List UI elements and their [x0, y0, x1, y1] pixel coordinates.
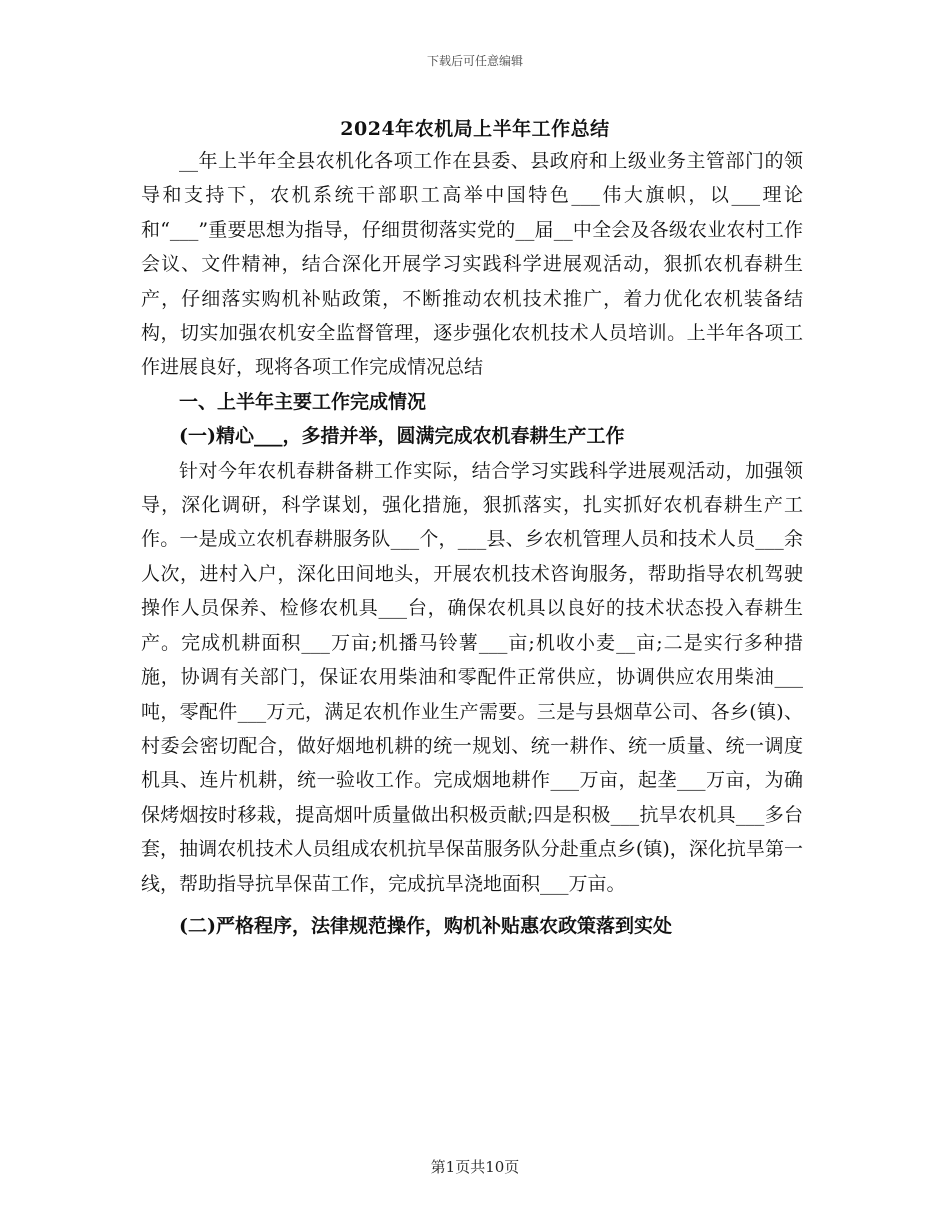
subsection-1-paragraph: 针对今年农机春耕备耕工作实际，结合学习实践科学进展观活动，加强领导，深化调研，科学谋划，强化措施，狠抓落实，扎实抓好农机春耕生产工作。一是成立农机春耕服务队___个，___县、乡农机管理人员和技术人员___余人次，进村入户，深化田间地头，开展农机技术咨询服务，帮助指导农机驾驶操作人员保养、检修农机具___台，确保农机具以良好的技术状态投入春耕生产。完成机耕面积___万亩;机播马铃薯___亩;机收小麦__亩;二是实行多种措施，协调有关部门，保证农用柴油和零配件正常供应，协调供应农用柴油___吨，零配件___万元，满足农机作业生产需要。三是与县烟草公司、各乡(镇)、村委会密切配合，做好烟地机耕的统一规划、统一耕作、统一质量、统一调度机具、连片机耕，统一验收工作。完成烟地耕作___万亩，起垄___万亩，为确保烤烟按时移栽，提高烟叶质量做出积极贡献;四是积极___抗旱农机具___多台套，抽调农机技术人员组成农机抗旱保苗服务队分赴重点乡(镇)，深化抗旱第一线，帮助指导抗旱保苗工作，完成抗旱浇地面积___万亩。	[141, 459, 803, 895]
document-body	[141, 144, 803, 943]
subsection-heading-1: (一)精心___，多措并举，圆满完成农机春耕生产工作	[179, 425, 625, 448]
section-heading-1: 一、上半年主要工作完成情况	[179, 390, 427, 413]
document-title: 2024年农机局上半年工作总结	[340, 118, 610, 140]
intro-paragraph: __年上半年全县农机化各项工作在县委、县政府和上级业务主管部门的领导和支持下，农机系统干部职工高举中国特色___伟大旗帜，以___理论和“___”重要思想为指导，仔细贯彻落实党的__届__中全会及各级农业农村工作会议、文件精神，结合深化开展学习实践科学进展观活动，狠抓农机春耕生产，仔细落实购机补贴政策，不断推动农机技术推广，着力优化农机装备结构，切实加强农机安全监督管理，逐步强化农机技术人员培训。上半年各项工作进展良好，现将各项工作完成情况总结	[141, 150, 803, 379]
page-header-note: 下载后可任意编辑	[426, 54, 523, 68]
subsection-heading-2: (二)严格程序，法律规范操作，购机补贴惠农政策落到实处	[179, 914, 672, 937]
page-number: 第1页共10页	[430, 1158, 520, 1176]
